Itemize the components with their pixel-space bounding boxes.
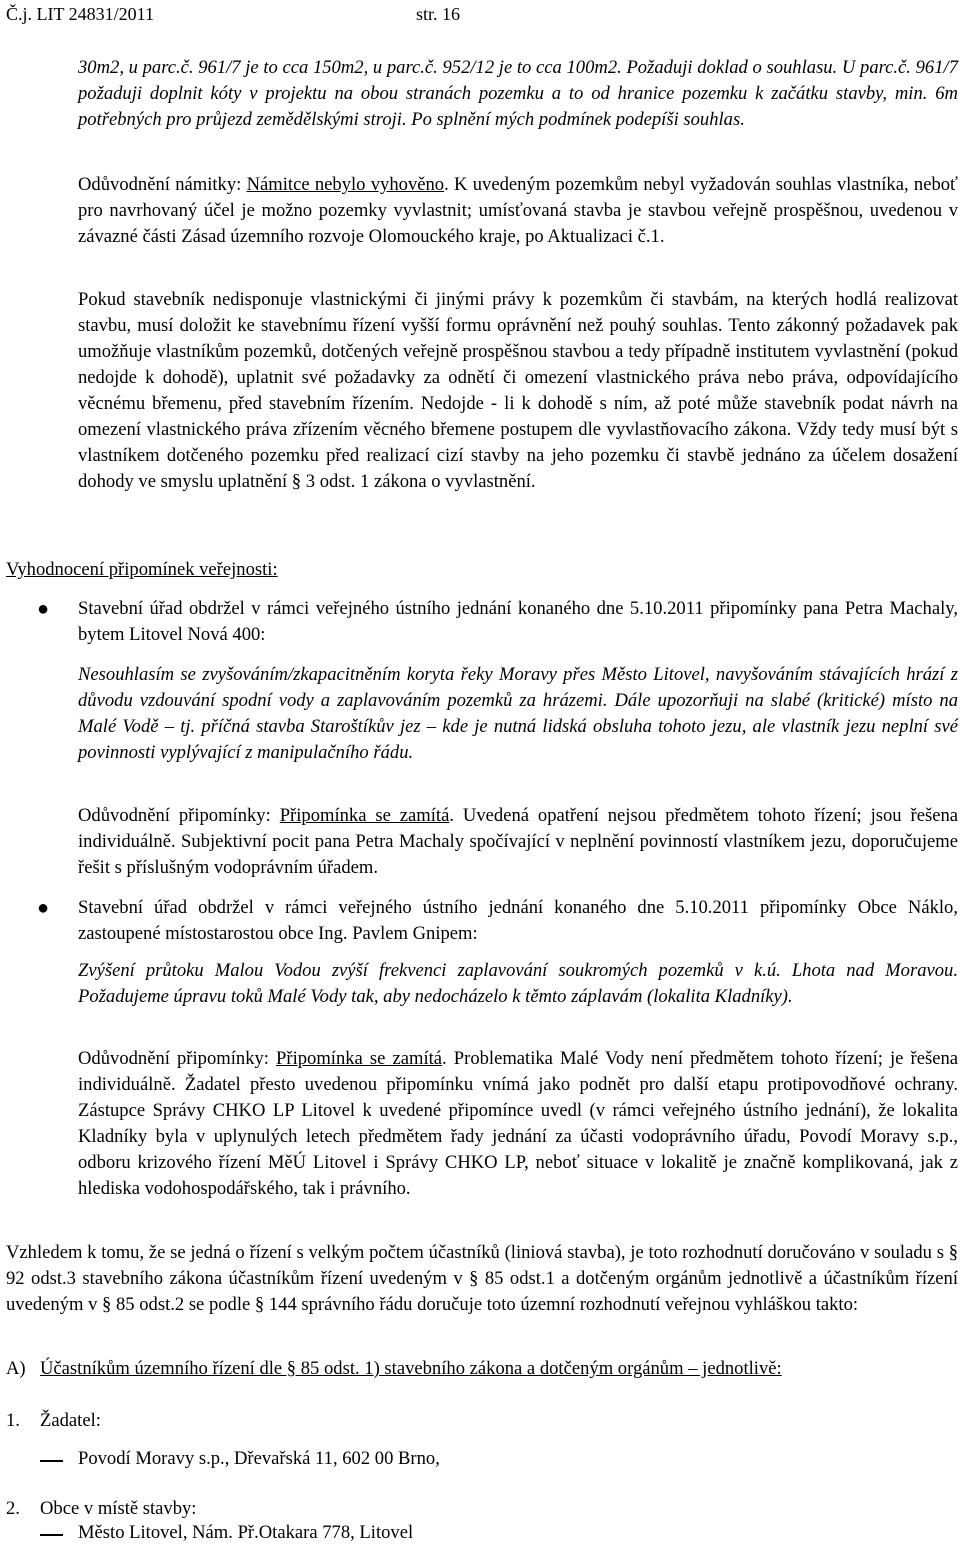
delivery-text: Vzhledem k tomu, že se jedná o řízení s velkým počtem účastníků (liniová stavba), je toto rozhodnutí doručováno v souladu s § 92 odst.3 stavebního zákona účastníkům řízení uvedeným v § 85 odst.1 a dotčeným orgánům jednotlivě a účastníkům řízení uvedeným v § 85 odst.2 se podle § 144 správního řádu doručuje toto územní rozhodnutí veřejnou vyhláškou takto: [6,1242,958,1315]
comment2-justification-verdict: Připomínka se zamítá [276,1048,443,1069]
owner-rights-text: Pokud stavebník nedisponuje vlastnickými či jinými právy k pozemkům či stavbám, na kterých hodlá realizovat stavbu, musí doložit ke stavebnímu řízení vyšší formu oprávnění než pouhý souhlas. Tento zákonný požadavek pak umožňuje vlastníkům pozemků, dotčených veřejně prospěšnou stavbou a tedy případně institutem vyvlastnění (pokud nedojde k dohodě), uplatnit své požadavky za odnětí či omezení vlastnického práva nebo práva, odpovídajícího věcnému břemenu, před stavebním řízením. Nedojde - li k dohodě s ním, až poté může stavebník podat návrh na omezení vlastnického práva zřízením věcného břemene postupem dle vyvlastňovacího zákona. Vždy tedy musí být s vlastníkem dotčeného pozemku před realizací cizí stavby na jeho pozemku či stavbě jednáno za účelem dosažení dohody ve smyslu uplatnění § 3 odst. 1 zákona o vyvlastnění. [78,289,958,492]
item1-number: 1. [6,1410,20,1431]
delivery-paragraph [6,1240,958,1318]
justification-prefix: Odůvodnění námitky: [78,174,247,195]
bullet-icon: ● [37,897,50,919]
page-header [6,3,461,25]
bullet-icon: ● [37,598,50,620]
justification-objection [78,172,958,250]
comment1-justification [78,803,958,881]
owner-rights-paragraph [78,287,958,495]
item1-entry: Povodí Moravy s.p., Dřevařská 11, 602 00 Brno, [78,1448,440,1469]
comment1-quote-text: Nesouhlasím se zvyšováním/zkapacitněním koryta řeky Moravy přes Město Litovel, navyšováním stávajících hrází z důvodu vzdouvání spodní vody a zaplavováním pozemků za hrázemi. Dále upozorňuji na slabé (kritické) místo na Malé Vodě – tj. příčná stavba Staroštíkův jez – kde je nutná lidská obsluha tohoto jezu, ale vlastník jezu neplní své povinnosti vyplývající z manipulačního řádu. [78,664,958,763]
item2-number: 2. [6,1498,20,1519]
item1-title: Žadatel: [40,1410,101,1431]
page-number: str. 16 [416,4,461,24]
comment1-justification-verdict: Připomínka se zamítá [279,805,450,826]
comment1-justification-text: . Uvedená opatření nejsou předmětem tohoto řízení; jsou řešena individuálně. Subjektivní pocit pana Petra Machaly spočívající v neplnění povinností vlastníkem jezu, doporučujeme řešit s příslušným vodoprávním úřadem. [78,805,959,878]
comment2-intro-text: Stavební úřad obdržel v rámci veřejného ústního jednání konaného dne 5.10.2011 připomínky Obce Náklo, zastoupené místostarostou obce Ing. Pavlem Gnipem: [78,897,958,944]
justification-verdict: Námitce nebylo vyhověno [246,174,445,195]
comment2-justification-prefix: Odůvodnění připomínky: [78,1048,277,1069]
comment1-justification-prefix: Odůvodnění připomínky: [78,805,280,826]
dash-icon [40,1460,63,1462]
comment2-quote-text: Zvýšení průtoku Malou Vodou zvýší frekvenci zaplavování soukromých pozemků v k.ú. Lhota nad Moravou. Požadujeme úpravu toků Malé Vody tak, aby nedocházelo k těmto záplavám (lokalita Kladníky). [78,960,958,1007]
document-reference: Č.j. LIT 24831/2011 [6,4,154,24]
comment1-intro-text: Stavební úřad obdržel v rámci veřejného ústního jednání konaného dne 5.10.2011 připomínky pana Petra Machaly, bytem Litovel Nová 400: [78,598,958,645]
comment2-justification-paragraph [78,1046,958,1202]
comment1-quote [78,662,958,766]
comment1-intro [78,596,958,648]
public-comments-heading: Vyhodnocení připomínek veřejnosti: [6,559,278,580]
item2-title: Obce v místě stavby: [40,1498,197,1519]
dash-icon [40,1534,63,1536]
objection-text [78,55,958,133]
section-a-text: Účastníkům územního řízení dle § 85 odst. 1) stavebního zákona a dotčeným orgánům – jednotlivě: [40,1358,782,1379]
comment1-justification-paragraph [78,803,958,881]
objection-paragraph: 30m2, u parc.č. 961/7 je to cca 150m2, u parc.č. 952/12 je to cca 100m2. Požaduji doklad o souhlasu. U parc.č. 961/7 požaduji doplnit kóty v projektu na obou stranách pozemku a to od hranice pozemku k začátku stavby, min. 6m potřebných pro průjezd zemědělskými stroji. Po splnění mých podmínek podepíši souhlas. [78,57,958,130]
comment2-justification [78,1046,958,1202]
comment2-quote [78,958,958,1010]
justification-text: . K uvedeným pozemkům nebyl vyžadován souhlas vlastníka, neboť pro navrhovaný účel je možno pozemky vyvlastnit; umísťovaná stavba je stavbou veřejně prospěšnou, uvedenou v závazné části Zásad územního rozvoje Olomouckého kraje, po Aktualizaci č.1. [78,174,958,247]
section-a-label: A) [6,1358,26,1379]
comment2-intro [78,895,958,947]
comment2-justification-text: . Problematika Malé Vody není předmětem tohoto řízení; je řešena individuálně. Žadatel přesto uvedenou připomínku vnímá jako podnět pro další etapu protipovodňové ochrany. Zástupce Správy CHKO LP Litovel k uvedené připomínce uvedl (v rámci veřejného ústního jednání), že lokalita Kladníky byla v uplynulých letech předmětem řady jednání za účasti vodoprávního úřadu, Povodí Moravy s.p., odboru krizového řízení MěÚ Litovel i Správy CHKO LP, neboť situace v lokalitě je značně komplikovaná, jak z hlediska vodohospodářského, tak i právního. [78,1048,959,1199]
item2-entry: Město Litovel, Nám. Př.Otakara 778, Litovel [78,1522,414,1543]
justification-paragraph [78,172,958,250]
